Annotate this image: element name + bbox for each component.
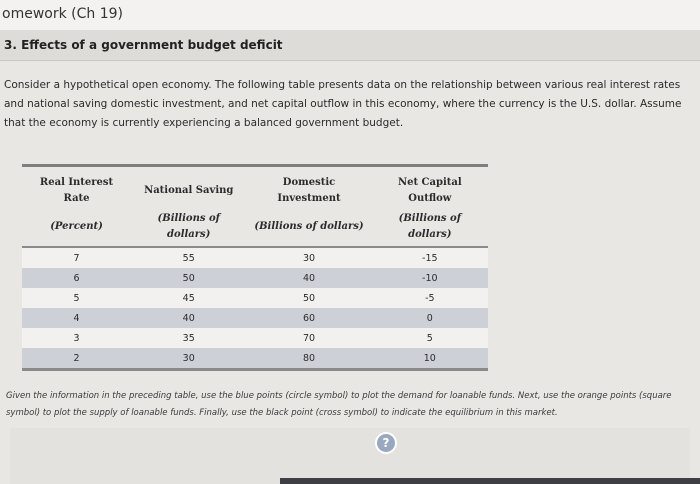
col-unit-outflow: (Billions of dollars)	[372, 209, 488, 247]
table-cell: 0	[372, 308, 488, 328]
table-cell: 4	[22, 308, 131, 328]
graph-instructions: Given the information in the preceding table, use the blue points (circle symbol) to plot the demand for loanable funds. Next, use the orange points (square symbol) to plot the supply of loanable funds. Finally, use the black point (cross symbol) to indicate the equilibrium in this market.	[6, 391, 672, 418]
table-row	[22, 328, 488, 348]
table-cell: 5	[22, 288, 131, 308]
table-cell: 50	[246, 288, 371, 308]
col-header-saving: National Saving	[131, 166, 246, 210]
col-unit-saving: (Billions of dollars)	[131, 209, 246, 247]
table-cell: -5	[372, 288, 488, 308]
graph-area[interactable]	[10, 428, 690, 484]
bottom-bar	[280, 478, 700, 484]
data-table	[22, 164, 488, 371]
table-row	[22, 288, 488, 308]
help-icon[interactable]: ?	[375, 432, 397, 454]
table-cell: 6	[22, 268, 131, 288]
top-bar	[0, 0, 700, 31]
col-header-investment: Domestic Investment	[246, 166, 371, 210]
table-cell: 80	[246, 348, 371, 370]
table-cell: 5	[372, 328, 488, 348]
question-intro: Consider a hypothetical open economy. The following table presents data on the relationship between various real interest rates and national saving domestic investment, and net capital outflow in this economy, where the currency is the U.S. dollar. Assume that the economy is currently experiencing a balanced government budget.	[4, 79, 682, 129]
table-cell: 60	[246, 308, 371, 328]
assignment-title: omework (Ch 19)	[2, 6, 123, 22]
table-cell: 50	[131, 268, 246, 288]
table-row	[22, 268, 488, 288]
table-cell: 7	[22, 247, 131, 268]
table-cell: 10	[372, 348, 488, 370]
table-cell: 3	[22, 328, 131, 348]
table-row	[22, 247, 488, 268]
table-cell: 2	[22, 348, 131, 370]
table-cell: 40	[246, 268, 371, 288]
table-cell: -10	[372, 268, 488, 288]
question-title: 3. Effects of a government budget deficit	[4, 38, 283, 52]
col-unit-investment: (Billions of dollars)	[246, 209, 371, 247]
table-cell: 55	[131, 247, 246, 268]
col-header-outflow: Net Capital Outflow	[372, 166, 488, 210]
table-cell: 30	[246, 247, 371, 268]
table-cell: 35	[131, 328, 246, 348]
table-cell: 40	[131, 308, 246, 328]
table-cell: 70	[246, 328, 371, 348]
table-row	[22, 348, 488, 370]
table-row	[22, 308, 488, 328]
table-cell: 45	[131, 288, 246, 308]
col-unit-rate: (Percent)	[22, 209, 131, 247]
col-header-rate: Real Interest Rate	[22, 166, 131, 210]
question-header	[0, 30, 700, 61]
table-cell: -15	[372, 247, 488, 268]
table-cell: 30	[131, 348, 246, 370]
